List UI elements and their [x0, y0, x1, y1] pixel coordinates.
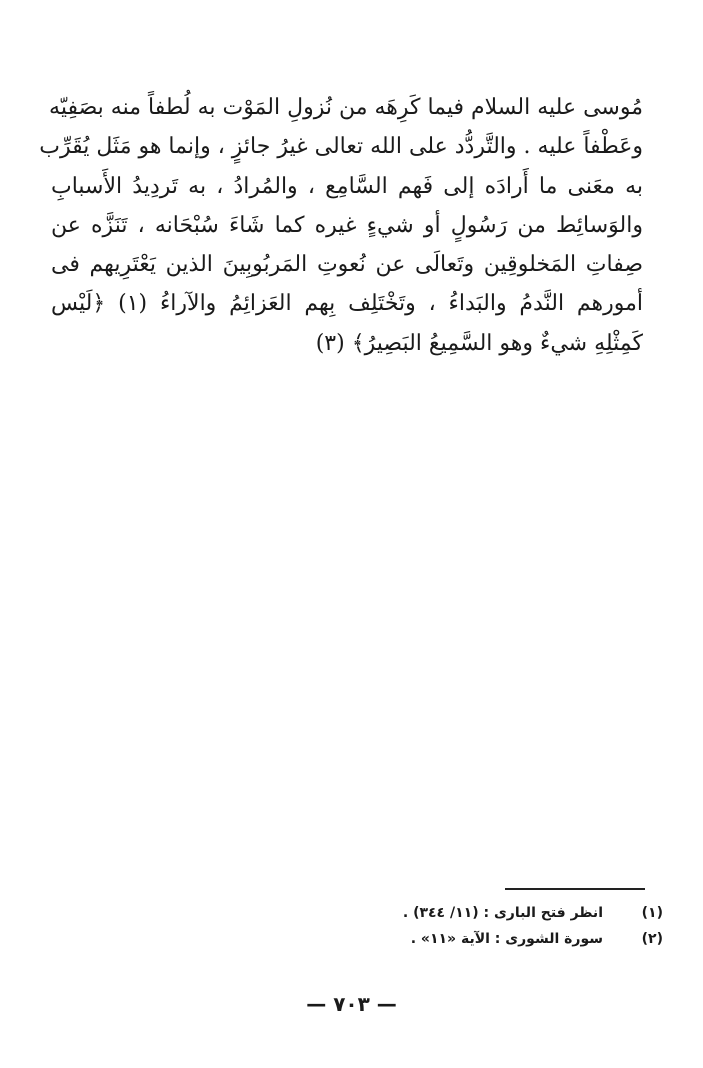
text-line: والوَسائِط من رَسُولٍ أو شيءٍ غيره كما شَاءَ سُبْحَانه ، تَنَزَّه عن [51, 212, 643, 238]
text-line: كَمِثْلِهِ شيءٌ وهو السَّمِيعُ البَصِيرُ﴾ (٣) [315, 330, 643, 356]
footnotes [43, 900, 663, 952]
footnote-number: (١) [641, 905, 663, 921]
footnote-text: سورة الشورى : الآية «١١» . [410, 931, 603, 947]
text-line: به معَنى ما أَرادَه إلى فَهم السَّامِع ، والمُرادُ ، به تَردِيدُ الأَسبابِ [51, 173, 643, 199]
text-line: وعَطْفاً عليه . والتَّردُّد على الله تعالى غيرُ جائزٍ ، وإنما هو مَثَل يُقَرِّب [39, 134, 643, 160]
footnote [43, 926, 663, 952]
footnote [43, 900, 663, 926]
text-line: مُوسى عليه السلام فيما كَرِهَه من نُزولِ المَوْت به لُطفاً منه بصَفِيّه [49, 95, 643, 120]
body-text [39, 88, 644, 363]
footnote-text: انظر فتح البارى : (١١/ ٣٤٤) . [402, 905, 603, 921]
page-number: — ٧٠٣ — [306, 992, 397, 1016]
footnote-number: (٢) [641, 931, 663, 947]
footnote-divider [505, 888, 645, 890]
text-line: أمورهم النَّدمُ والبَداءُ ، وتَخْتَلِف بِهم العَزائِمُ والآراءُ (١) ﴿لَيْس [51, 291, 644, 317]
text-line: صِفاتِ المَخلوقِين وتَعالَى عن نُعوتِ المَربُوبِينَ الذين يَعْتَرِيهم فى [51, 252, 643, 278]
